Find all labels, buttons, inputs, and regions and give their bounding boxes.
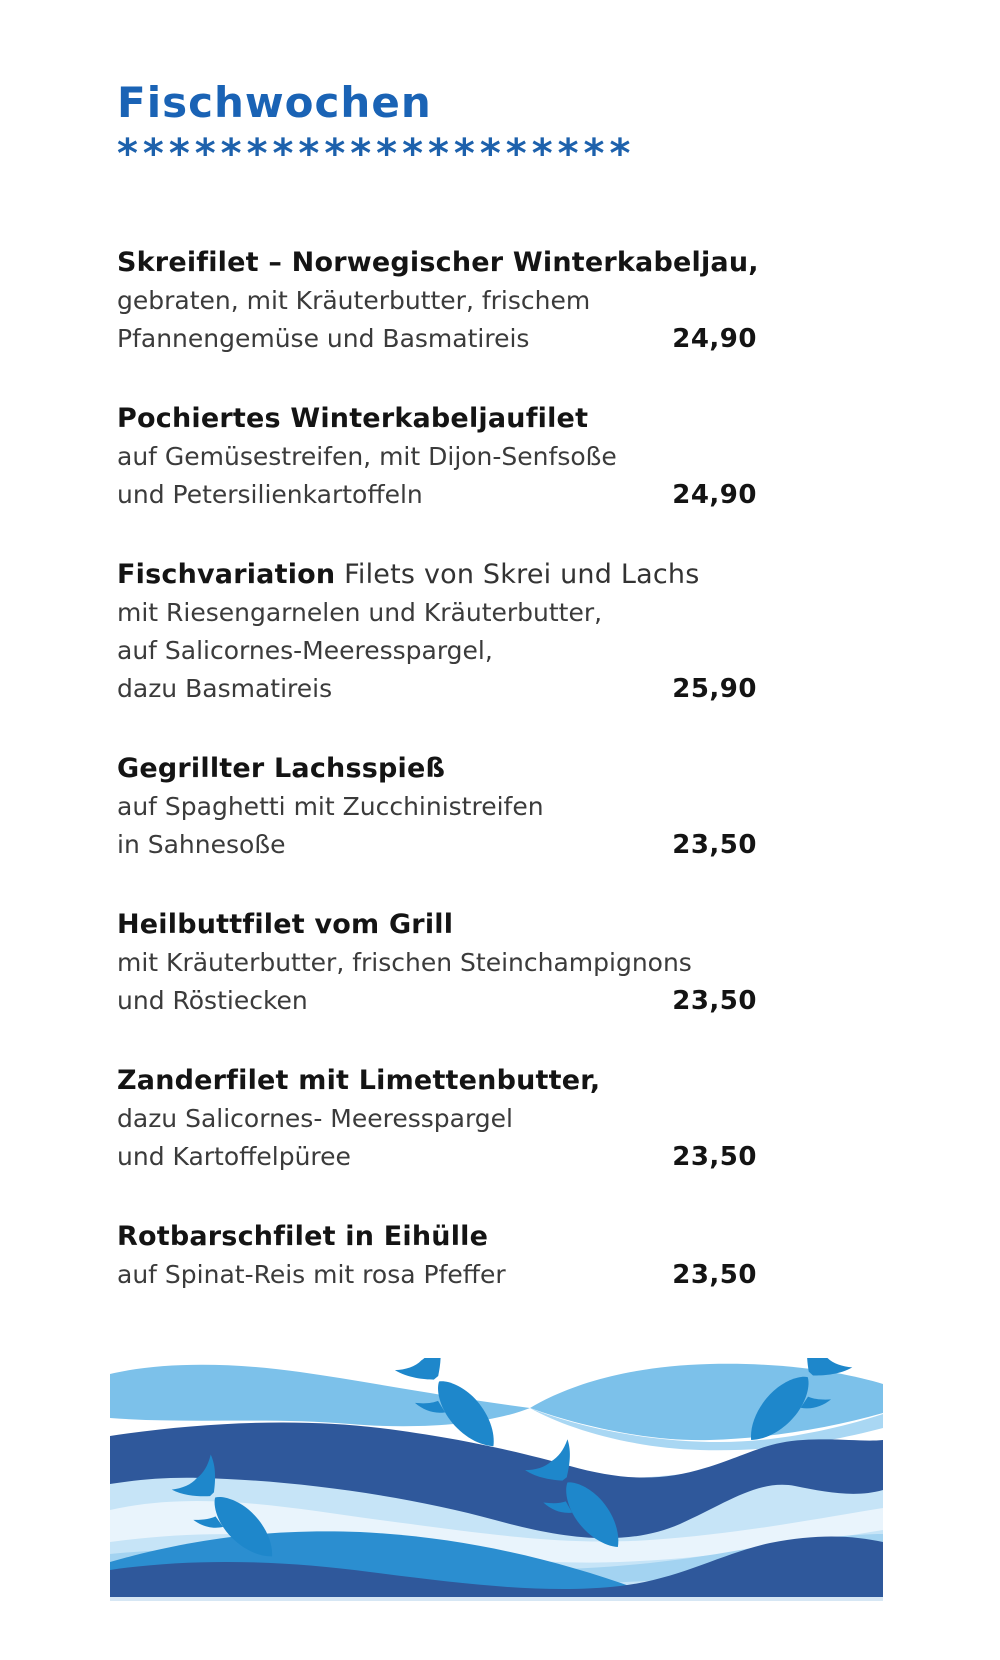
- dish-desc-text: und Röstiecken: [117, 986, 308, 1015]
- menu-item: [117, 1218, 757, 1294]
- dish-desc-line: [117, 826, 757, 864]
- dish-desc-line: [117, 1138, 757, 1176]
- menu-item: [117, 400, 757, 514]
- dish-desc: [117, 944, 757, 1020]
- dish-header: [117, 750, 757, 788]
- dish-desc-text: auf Salicornes-Meeresspargel,: [117, 636, 493, 665]
- dish-desc-text: dazu Basmatireis: [117, 674, 333, 703]
- dish-price: 24,90: [672, 480, 757, 510]
- dish-desc-text: dazu Salicornes- Meeresspargel: [117, 1104, 513, 1133]
- asterisk-divider: ********************: [117, 131, 636, 177]
- menu-item: [117, 1062, 757, 1176]
- dish-price: 25,90: [672, 674, 757, 704]
- dish-name: Gegrillter Lachsspieß: [117, 753, 446, 784]
- dish-header: [117, 244, 757, 282]
- menu-item: [117, 750, 757, 864]
- dish-name: Fischvariation: [117, 559, 336, 590]
- menu-item: [117, 244, 757, 358]
- dish-name: Zanderfilet mit Limettenbutter,: [117, 1065, 601, 1096]
- dish-desc: [117, 438, 757, 514]
- dish-desc-line: [117, 944, 757, 982]
- dish-desc: [117, 1100, 757, 1176]
- dish-desc-line: [117, 476, 757, 514]
- waves-and-fish-illustration: [110, 1358, 883, 1601]
- dish-header: [117, 1062, 757, 1100]
- menu-content: [117, 0, 757, 1336]
- dish-header: [117, 556, 757, 594]
- dish-name-suffix: Filets von Skrei und Lachs: [335, 559, 700, 590]
- dish-name: Pochiertes Winterkabeljaufilet: [117, 403, 589, 434]
- dish-desc-text: und Kartoffelpüree: [117, 1142, 351, 1171]
- dish-desc-text: auf Gemüsestreifen, mit Dijon-Senfsoße: [117, 442, 617, 471]
- dish-desc: [117, 594, 757, 708]
- dish-name: Skreifilet – Norwegischer Winterkabeljau,: [117, 247, 759, 278]
- dish-desc-text: Pfannengemüse und Basmatireis: [117, 324, 530, 353]
- dish-desc-text: in Sahnesoße: [117, 830, 286, 859]
- dish-desc-line: [117, 438, 757, 476]
- page-title: Fischwochen: [117, 78, 432, 127]
- dish-desc: [117, 788, 757, 864]
- dish-desc-line: [117, 320, 757, 358]
- dish-desc-line: [117, 282, 757, 320]
- dish-desc-line: [117, 982, 757, 1020]
- dish-header: [117, 400, 757, 438]
- dish-desc-line: [117, 594, 757, 632]
- dish-price: 23,50: [672, 1142, 757, 1172]
- dish-desc-text: mit Kräuterbutter, frischen Steinchampignons: [117, 948, 692, 977]
- dish-header: [117, 906, 757, 944]
- dish-price: 23,50: [672, 830, 757, 860]
- dish-desc-line: [117, 632, 757, 670]
- dish-name: Heilbuttfilet vom Grill: [117, 909, 454, 940]
- dish-desc: [117, 282, 757, 358]
- dish-desc-text: auf Spaghetti mit Zucchinistreifen: [117, 792, 544, 821]
- dish-desc: [117, 1256, 757, 1294]
- menu-item: [117, 556, 757, 708]
- menu-item: [117, 906, 757, 1020]
- dish-desc-line: [117, 670, 757, 708]
- dish-desc-line: [117, 1100, 757, 1138]
- dish-desc-text: auf Spinat-Reis mit rosa Pfeffer: [117, 1260, 506, 1289]
- dish-desc-text: gebraten, mit Kräuterbutter, frischem: [117, 286, 591, 315]
- dish-price: 23,50: [672, 1260, 757, 1290]
- dish-name: Rotbarschfilet in Eihülle: [117, 1221, 489, 1252]
- dish-desc-text: und Petersilienkartoffeln: [117, 480, 423, 509]
- dish-price: 24,90: [672, 324, 757, 354]
- dish-desc-text: mit Riesengarnelen und Kräuterbutter,: [117, 598, 603, 627]
- dish-desc-line: [117, 1256, 757, 1294]
- dish-header: [117, 1218, 757, 1256]
- dish-price: 23,50: [672, 986, 757, 1016]
- image-bottom-strip: [110, 1597, 883, 1601]
- dish-desc-line: [117, 788, 757, 826]
- menu-list: [117, 244, 757, 1294]
